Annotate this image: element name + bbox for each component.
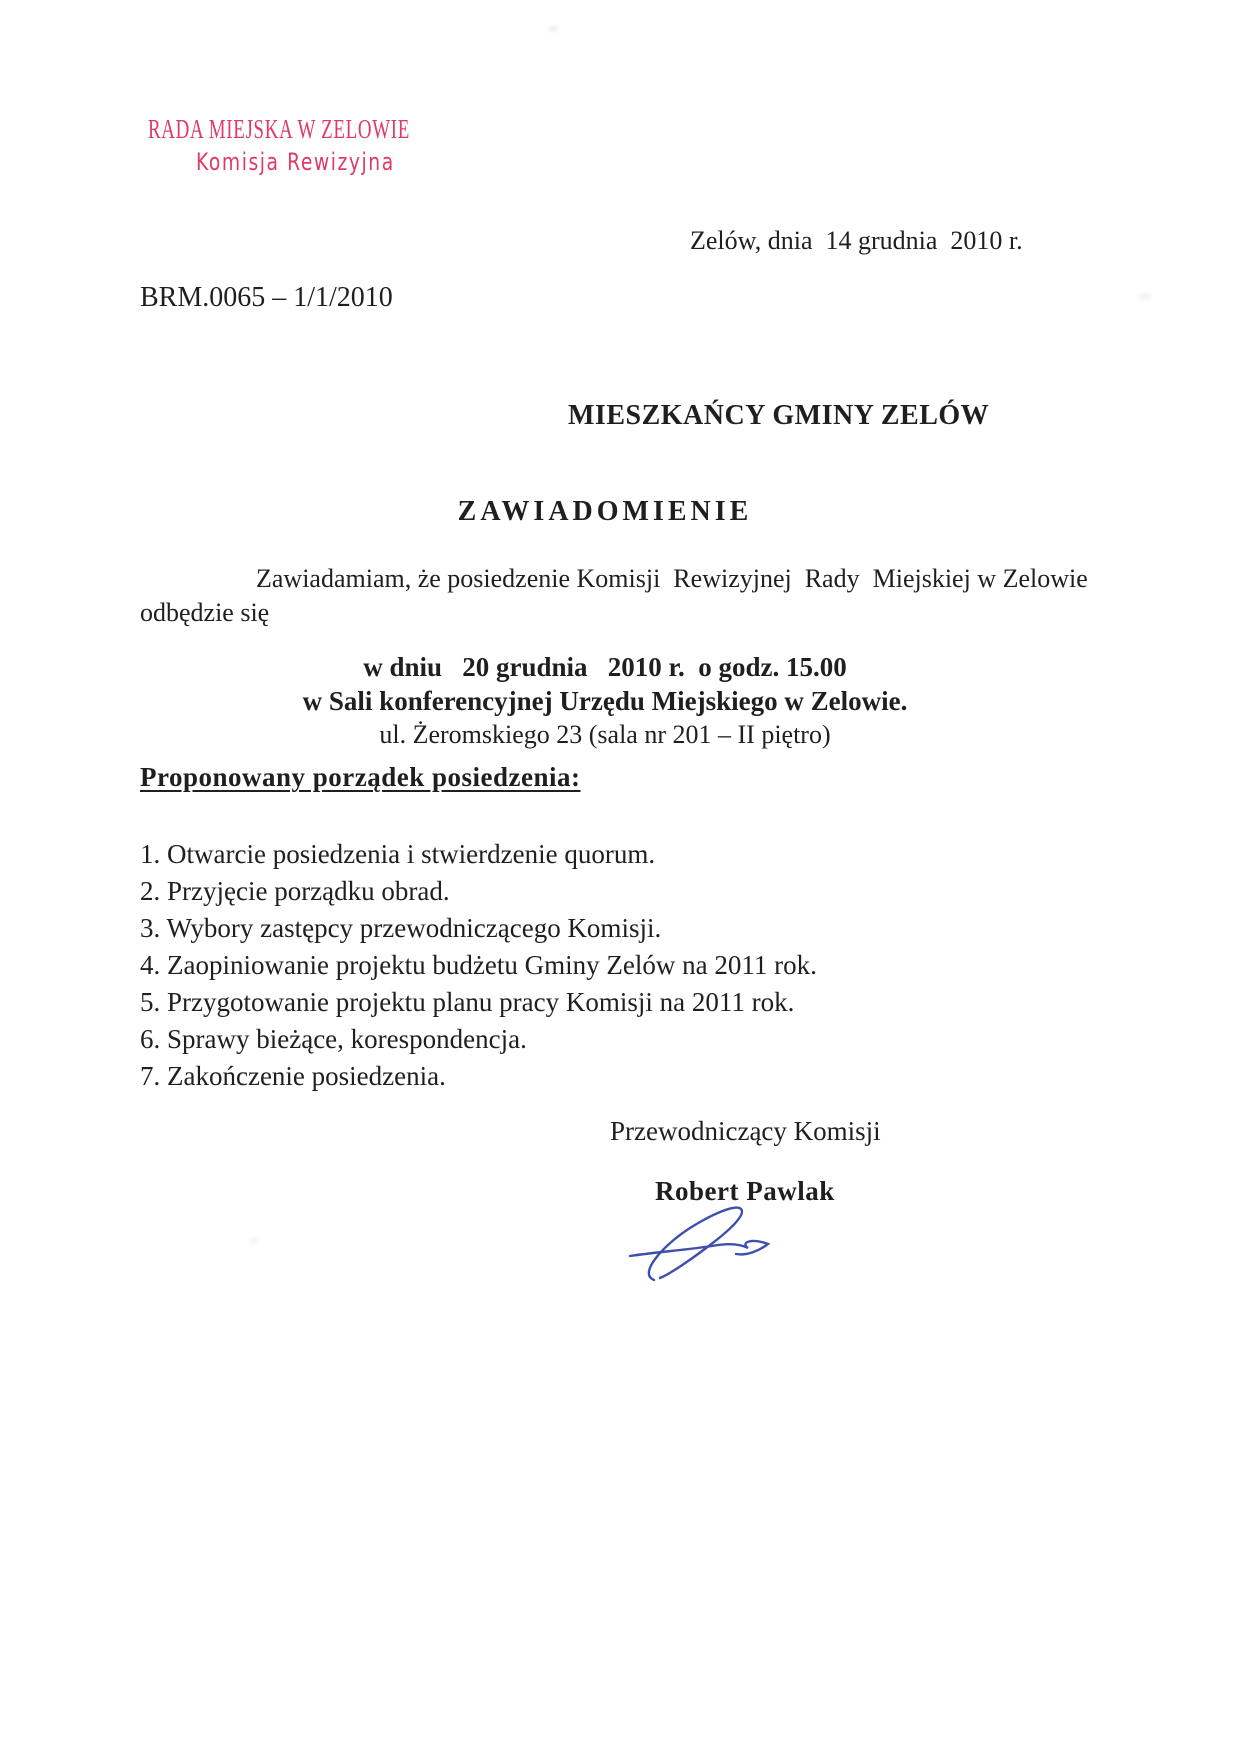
place-and-date: Zelów, dnia 14 grudnia 2010 r. bbox=[690, 226, 1023, 255]
scan-artifact bbox=[250, 1238, 258, 1243]
stamp-committee-name: Komisja Rewizyjna bbox=[196, 148, 395, 176]
agenda-item: 1. Otwarcie posiedzenia i stwierdzenie quorum. bbox=[140, 839, 656, 869]
document-title: ZAWIADOMIENIE bbox=[457, 496, 753, 527]
handwritten-signature bbox=[628, 1200, 784, 1288]
official-stamp bbox=[148, 114, 522, 176]
meeting-details bbox=[0, 650, 1210, 752]
agenda-item: 7. Zakończenie posiedzenia. bbox=[140, 1061, 446, 1091]
agenda-item: 2. Przyjęcie porządku obrad. bbox=[140, 876, 450, 906]
intro-text-line2: odbędzie się bbox=[140, 598, 270, 627]
agenda-item: 4. Zaopiniowanie projektu budżetu Gminy Zelów na 2011 rok. bbox=[140, 950, 817, 980]
signatory-role: Przewodniczący Komisji bbox=[610, 1116, 881, 1146]
agenda-heading: Proponowany porządek posiedzenia: bbox=[140, 762, 581, 792]
scan-artifact bbox=[548, 26, 558, 31]
agenda-item: 5. Przygotowanie projektu planu pracy Komisji na 2011 rok. bbox=[140, 987, 795, 1017]
stamp-org-name: RADA MIEJSKA W ZELOWIE bbox=[148, 114, 410, 144]
recipient-heading: MIESZKAŃCY GMINY ZELÓW bbox=[568, 400, 990, 431]
intro-text-line1: Zawiadamiam, że posiedzenie Komisji Rewizyjnej Rady Miejskiej w Zelowie bbox=[256, 564, 1088, 593]
agenda-item: 3. Wybory zastępcy przewodniczącego Komisji. bbox=[140, 913, 662, 943]
scan-artifact bbox=[1138, 294, 1152, 299]
meeting-address: ul. Żeromskiego 23 (sala nr 201 – II piętro) bbox=[379, 720, 831, 749]
agenda-item: 6. Sprawy bieżące, korespondencja. bbox=[140, 1024, 527, 1054]
meeting-datetime: w dniu 20 grudnia 2010 r. o godz. 15.00 bbox=[363, 652, 847, 682]
signatory-name: Robert Pawlak bbox=[655, 1176, 835, 1206]
reference-number: BRM.0065 – 1/1/2010 bbox=[140, 282, 393, 313]
agenda-list bbox=[140, 836, 817, 1095]
meeting-place: w Sali konferencyjnej Urzędu Miejskiego w Zelowie. bbox=[302, 686, 908, 716]
